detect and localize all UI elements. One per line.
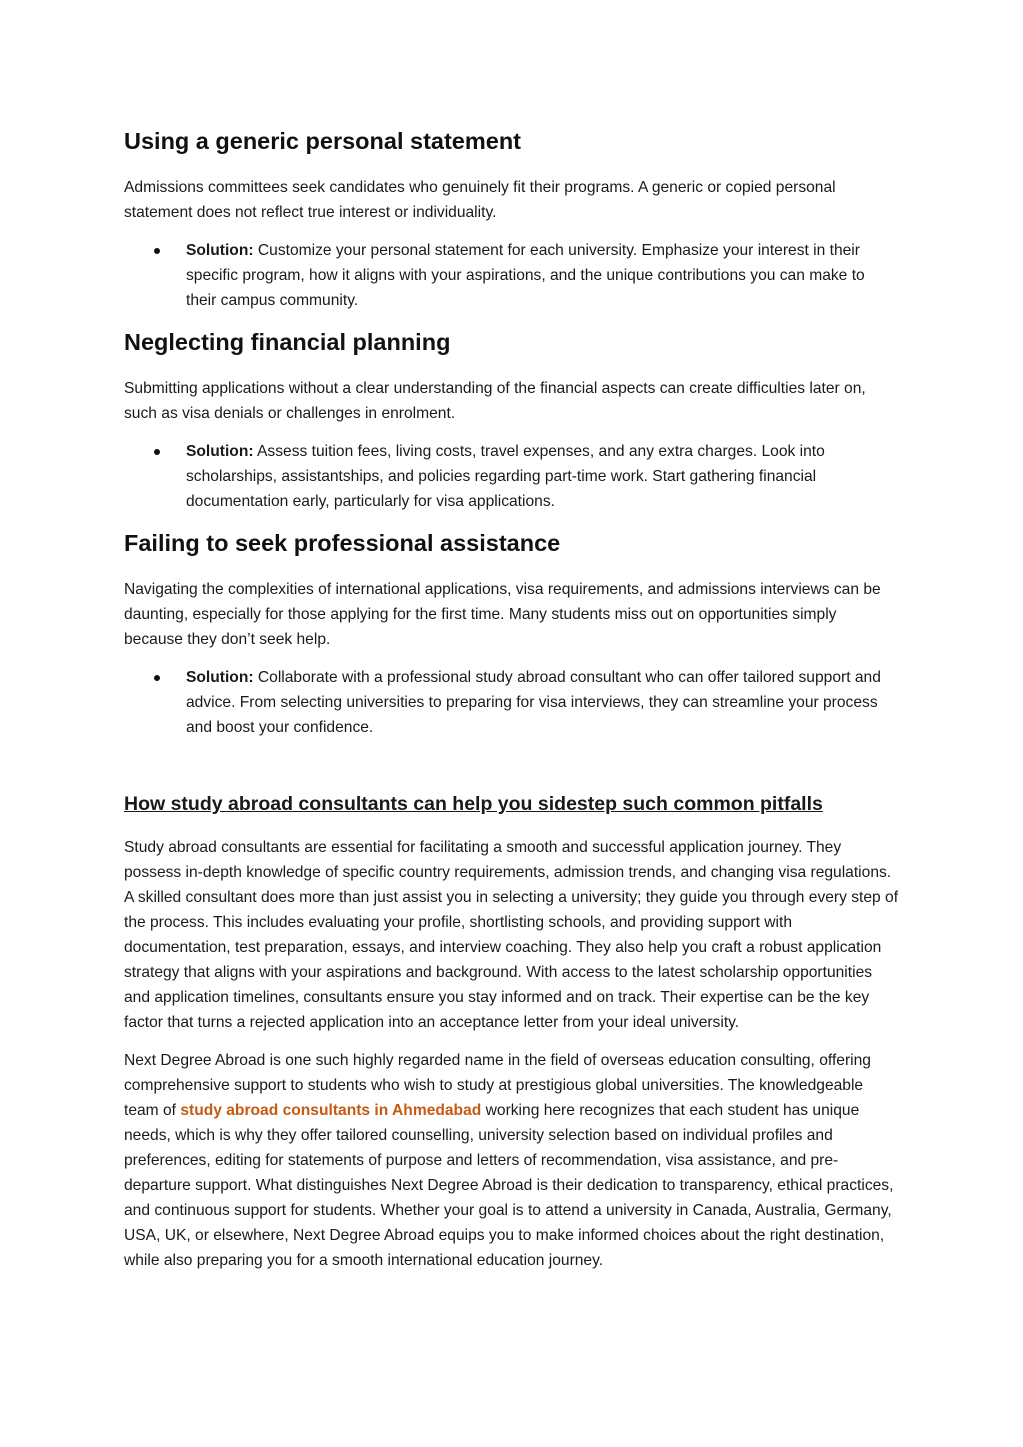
solution-bullet bbox=[124, 665, 899, 740]
solution-text: Customize your personal statement for each university. Emphasize your interest in their specific program, how it aligns with your aspirations, and the unique contributions you can make to their campus community. bbox=[186, 242, 865, 309]
consultants-paragraph-2 bbox=[124, 1048, 899, 1273]
solution-text: Collaborate with a professional study abroad consultant who can offer tailored support and advice. From selecting universities to preparing for visa interviews, they can streamline your process and boost your confidence. bbox=[186, 669, 881, 736]
paragraph-text: working here recognizes that each student has unique needs, which is why they offer tailored counselling, university selection based on individual profiles and preferences, editing for statements of purpose and letters of recommendation, visa assistance, and pre-departure support. What distinguishes Next Degree Abroad is their dedication to transparency, ethical practices, and continuous support for students. Whether your goal is to attend a university in Canada, Australia, Germany, USA, UK, or elsewhere, Next Degree Abroad equips you to make informed choices about the right destination, while also preparing you for a smooth international education journey. bbox=[124, 1102, 894, 1269]
solution-text: Assess tuition fees, living costs, travel expenses, and any extra charges. Look into scholarships, assistantships, and policies regarding part-time work. Start gathering financial documentation early, particularly for visa applications. bbox=[186, 443, 825, 510]
solution-bullet bbox=[124, 238, 899, 313]
bullet-dot-icon bbox=[154, 248, 160, 254]
section-financial-planning bbox=[124, 326, 899, 514]
section-paragraph: Submitting applications without a clear understanding of the financial aspects can create difficulties later on, such as visa denials or challenges in enrolment. bbox=[124, 380, 866, 422]
solution-bullet bbox=[124, 439, 899, 514]
solution-label: Solution: bbox=[186, 669, 254, 686]
section-paragraph: Admissions committees seek candidates who genuinely fit their programs. A generic or copied personal statement does not reflect true interest or individuality. bbox=[124, 179, 836, 221]
consultants-ahmedabad-link[interactable]: study abroad consultants in Ahmedabad bbox=[180, 1102, 482, 1119]
section-heading: Using a generic personal statement bbox=[124, 128, 522, 154]
document-content bbox=[124, 125, 899, 1286]
solution-label: Solution: bbox=[186, 443, 254, 460]
bullet-dot-icon bbox=[154, 675, 160, 681]
section-professional-assistance bbox=[124, 527, 899, 740]
paragraph-text: Next Degree Abroad is one such highly regarded name in the field of overseas education consulting, offering comprehensive support to students who wish to study at prestigious global universities. The knowledgeable team of bbox=[124, 1052, 871, 1119]
solution-label: Solution: bbox=[186, 242, 254, 259]
section-heading: Failing to seek professional assistance bbox=[124, 530, 561, 556]
consultants-heading: How study abroad consultants can help you sidestep such common pitfalls bbox=[124, 793, 823, 815]
section-consultants bbox=[124, 790, 899, 1273]
section-generic-statement bbox=[124, 125, 899, 313]
consultants-paragraph-1: Study abroad consultants are essential for facilitating a smooth and successful application journey. They possess in-depth knowledge of specific country requirements, admission trends, and changing visa regulations. A skilled consultant does more than just assist you in selecting a university; they guide you through every step of the process. This includes evaluating your profile, shortlisting schools, and providing support with documentation, test preparation, essays, and interview coaching. They also help you craft a robust application strategy that aligns with your aspirations and background. With access to the latest scholarship opportunities and application timelines, consultants ensure you stay informed and on track. Their expertise can be the key factor that turns a rejected application into an acceptance letter from your ideal university. bbox=[124, 839, 899, 1031]
bullet-dot-icon bbox=[154, 449, 160, 455]
section-paragraph: Navigating the complexities of international applications, visa requirements, and admissions interviews can be daunting, especially for those applying for the first time. Many students miss out on opportunities simply because they don’t seek help. bbox=[124, 581, 881, 648]
section-heading: Neglecting financial planning bbox=[124, 329, 451, 355]
